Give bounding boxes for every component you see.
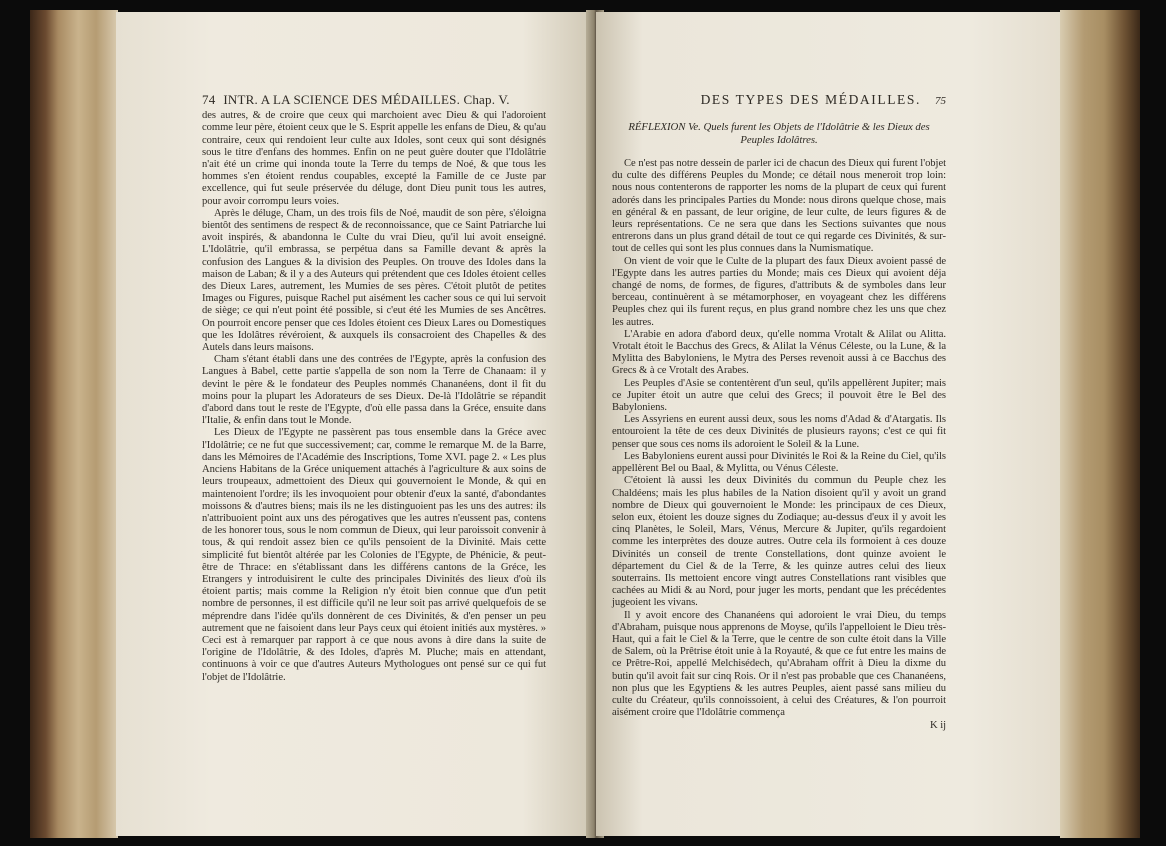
right-running-head (612, 94, 946, 107)
right-paragraph: L'Arabie en adora d'abord deux, qu'elle nomma Vrotalt & Alilat ou Alitta. Vrotalt étoit le Bacchus des Grecs, & Alilat la Vénus Céleste, ou la Lune, & la Mylitta des Babyloniens, le Mytra des Perses revenoit aussi à ce Bacchus des Grecs & à ce Vrotalt des Arabes. (612, 328, 946, 377)
right-paragraph: Il y avoit encore des Chananéens qui adoroient le vrai Dieu, du temps d'Abraham, puisque nous apprenons de Moyse, qu'ils l'appelloient le Dieu très-Haut, qui a fait le Ciel & la Terre, que le centre de son culte étoit dans la Ville de Salem, où la Prêtrise étoit unie à la Royauté, & que ce fut entre les mains de ce Prêtre-Roi, appellé Melchisédech, qu'Abraham offrit à Dieu la dixme du butin qu'il avoit fait sur cinq Rois. Or il n'est pas probable que ces Chananéens, non plus que les Egyptiens & les autres Peuples, aient passé sans milieu du culte du Créateur, qu'ils connoissoient, à celui des Créatures, & l'on pourroit aisément croire que l'Idolâtrie commença (612, 609, 946, 719)
catchword: K ij (930, 720, 946, 732)
right-page-number: 75 (935, 95, 946, 107)
left-paragraph: Cham s'étant établi dans une des contrées de l'Egypte, après la confusion des Langues à Babel, cette partie s'appella de son nom la Terre de Chanaam: il y devint le père & le fondateur des Peuples nommés Chananéens, dont il fit du moins pour la plupart les Adorateurs de ses Dieux. De-là l'Idolâtrie se répandit d'abord dans tout le reste de l'Egypte, d'où elle passa dans la Gréce, ensuite dans l'Italie, & enfin dans tout le Monde. (202, 354, 546, 427)
right-paragraph: C'étoient là aussi les deux Divinités du commun du Peuple chez les Chaldéens; mais les plus habiles de la Nation disoient qu'il y avoit un grand nombre de Dieux qui gouvernoient le Monde: les principaux de ces Dieux, selon eux, étoient les douze signes du Zodiaque; au-dessus d'eux il y avoit les cinq Planètes, le Soleil, Mars, Vénus, Mercure & Jupiter, qu'ils regardoient comme les interprètes des douze autres. Outre cela ils formoient à ces douze Divinités un conseil de trente Constellations, dont quinze avoient le département du Ciel & de la Terre, & les quinze autres celui des lieux souterrains. Ils mettoient encore vingt autres Constellations rant visibles que cachées au Midi & au Nord, pour juger les morts, pendant que les précédentes jugeoient les vivans. (612, 475, 946, 609)
book-edge-left (30, 10, 118, 838)
left-page-number: 74 (202, 92, 216, 107)
open-book (30, 10, 1140, 838)
right-paragraph: Ce n'est pas notre dessein de parler ici de chacun des Dieux qui furent l'objet du culte des différens Peuples du Monde; ce détail nous meneroit trop loin: nous nous contenterons de rapporter les noms de la plupart de ceux qui furent adorés dans les principales Parties du Monde: nous dirons quelque chose, mais en général & en passant, de leur origine, de leur culte, de leurs figures & de leurs représentations. Ce ne sera que dans les Sections suivantes que nous entrerons dans un plus grand détail de tout ce qui regarde ces Divinités, & sur-tout de celles qui sont les plus connues dans la Numismatique. (612, 158, 946, 255)
left-paragraph: Les Dieux de l'Egypte ne passèrent pas tous ensemble dans la Gréce avec l'Idolâtrie; ce ne fut que successivement; car, comme le remarque M. de la Barre, dans les Mémoires de l'Académie des Inscriptions, Tome XVI. page 2. « Les plus Anciens Habitans de la Gréce uniquement attachés à l'agriculture & aux soins de leurs troupeaux, admettoient des Dieux qui gouvernoient le Monde, & qui en maintenoient l'ordre; ils les invoquoient pour obtenir d'eux la santé, d'abondantes moissons & d'autres biens; mais ils ne les distinguoient pas les uns des autres: ils n'attribuoient point aux uns des pérogatives que les autres n'eussent pas, contens de les honorer tous, sous le nom commun de Dieux, qui leur paroissoit convenir à tous, & qui rendoit assez bien ce qu'ils pensoient de la Divinité. Mais cette simplicité fut bientôt altérée par les Colonies de l'Egypte, de Phénicie, & peut-être de Thrace: en s'établissant dans les différens cantons de la Gréce, les Etrangers y introduisirent le culte des principales Divinités des lieux d'où ils étoient partis; mais comme la Religion n'y étoit bien connue que d'un petit nombre de personnes, il est difficile qu'il ne leur soit pas arrivé quelquefois de se méprendre dans l'idée qu'ils donnèrent de ces Divinités, & d'en penser un peu autrement que ne faisoient dans leur Pays ceux qui étoient initiés aux mystères. » Ceci est à remarquer par rapport à ce que nous avons à dire dans la suite de l'origine de l'Idolâtrie, & des Idoles, d'après M. Pluche; mais en attendant, continuons à voir ce que d'autres Auteurs Mythologues ont pensé sur ce qui fut l'objet de l'Idolâtrie. (202, 427, 546, 683)
right-page-text (612, 94, 946, 733)
left-paragraph: Après le déluge, Cham, un des trois fils de Noé, maudit de son père, s'éloigna bientôt des sentimens de respect & de reconnoissance, que ce Saint Patriarche lui avoit inspirés, & abandonna le Culte du vrai Dieu, qu'il lui avoit enseigné. L'Idolâtrie, qu'il embrassa, se perpétua dans sa Famille devant & après la confusion des Langues & la division des Peuples. On trouve des Idoles dans la maison de Laban; & il y a des Auteurs qui prétendent que ces Idoles étoient celles des Dieux Lares, autrement, les Mumies de ses pères. C'étoit plutôt de petites Images ou Figures, puisque Rachel put aisément les cacher sous ce qui lui servoit de siège; ce qui n'eut point été possible, si c'eut été les Mumies de ses Ancêtres. On pourroit encore penser que ces Idoles étoient ces Dieux Lares ou Domestiques que les Idolâtres révéroient, & auxquels ils consacroient des Chapelles & des Autels dans leurs maisons. (202, 207, 546, 354)
right-paragraph: Les Babyloniens eurent aussi pour Divinités le Roi & la Reine du Ciel, qu'ils appellèrent Bel ou Baal, & Mylitta, ou Vénus Céleste. (612, 450, 946, 475)
right-paragraph: Les Peuples d'Asie se contentèrent d'un seul, qu'ils appellèrent Jupiter; mais ce Jupiter étoit un autre que celui des Grecs; il pouvoit être le Bel des Babyloniens. (612, 377, 946, 414)
right-paragraph: Les Assyriens en eurent aussi deux, sous les noms d'Adad & d'Atargatis. Ils entouroient la tête de ces deux Divinités de plusieurs rayons; c'est ce qui fit penser que sous ces noms ils adoroient le Soleil & la Lune. (612, 414, 946, 450)
book-edge-right (1060, 10, 1140, 838)
left-running-head (202, 94, 546, 106)
left-paragraph: des autres, & de croire que ceux qui marchoient avec Dieu & qui l'adoroient comme leur père, étoient ceux que le S. Esprit appelle les enfans de Dieu, & qu'au contraire, ceux qui rendoient leur culte aux Idoles, sont ceux qui sont désignés sous le titre d'enfans des hommes. Enfin on ne peut guère douter que l'Idolâtrie n'ait été un crime qui inonda toute la Terre du temps de Noé, & que tous les hommes s'en étoient rendus coupables, excepté la Famille de ce Juste par excellence, qui fut seule préservée du déluge, dont Dieu punit tous les autres, pour avoir corrompu leurs voies. (202, 110, 546, 207)
right-paragraph: On vient de voir que le Culte de la plupart des faux Dieux avoient passé de l'Egypte dans les autres parties du Monde; mais ces Dieux qui avoient déja changé de noms, de formes, de figures, d'attributs & de symboles dans leur berceau, continuèrent à se métamorphoser, en voyageant chez les différens Peuples chez qui ils furent reçus, en plus grand nombre chez les uns que chez les autres. (612, 255, 946, 328)
left-running-head-title: INTR. A LA SCIENCE DES MÉDAILLES. Chap. V. (223, 92, 510, 107)
section-heading: RÉFLEXION Ve. Quels furent les Objets de l'Idolâtrie & les Dieux des Peuples Idolâtres. (628, 121, 930, 146)
right-running-head-title: DES TYPES DES MÉDAILLES. (700, 92, 921, 107)
left-page-text (202, 94, 546, 684)
